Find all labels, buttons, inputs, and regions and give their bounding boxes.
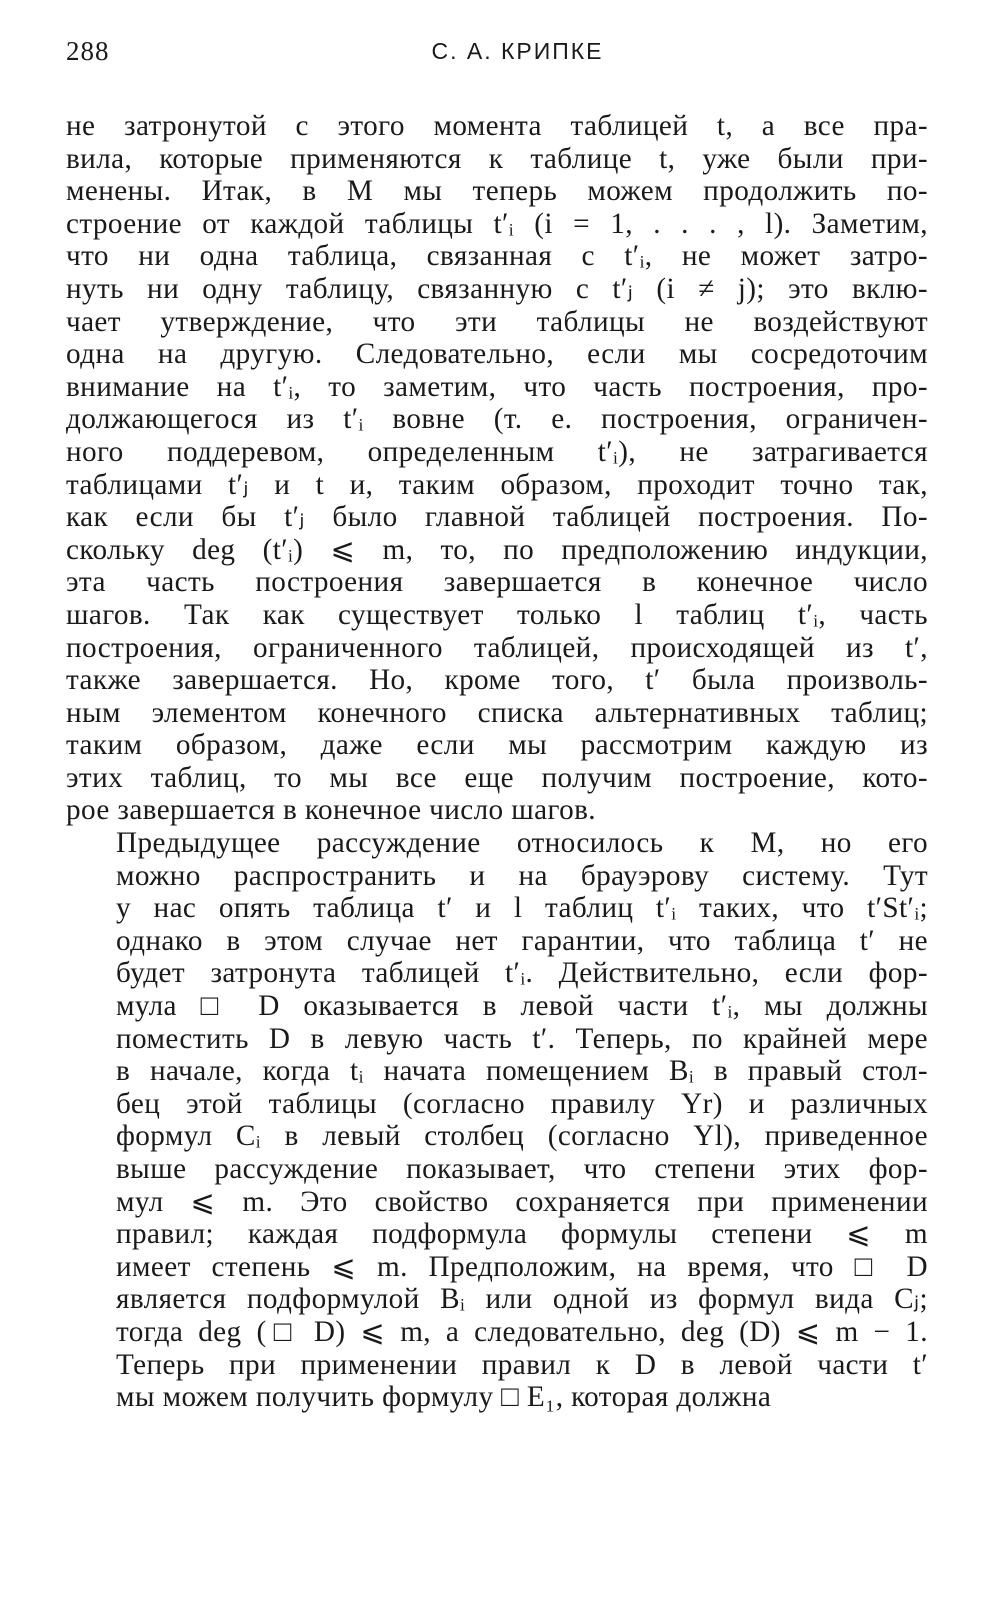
text-line: скольку deg (t′ᵢ) ⩽ m, то, по предположению индукции, [66,533,928,566]
text-line: эта часть построения завершается в конечное число [66,566,928,599]
text-line: формул Cᵢ в левый столбец (согласно Yl), приведенное [116,1120,928,1153]
page-number: 288 [66,36,110,66]
running-head: С. А. КРИПКЕ [431,38,604,64]
text-line: правил; каждая подформула формулы степени ⩽ m [116,1218,928,1251]
text-line: что ни одна таблица, связанная с t′ᵢ, не может затро- [66,240,928,273]
text-line: таблицами t′ⱼ и t и, таким образом, проходит точно так, [66,468,928,501]
text-line: Предыдущее рассуждение относилось к M, но его [116,827,928,860]
text-line: мула □ D оказывается в левой части t′ᵢ, мы должны [116,990,928,1023]
text-line: вила, которые применяются к таблице t, уже были при- [66,142,928,175]
text-line: является подформулой Bᵢ или одной из формул вида Cⱼ; [116,1283,928,1316]
body-text [66,110,928,1414]
text-line: имеет степень ⩽ m. Предположим, на время, что □ D [116,1250,928,1283]
text-line: менены. Итак, в M мы теперь можем продолжить по- [66,175,928,208]
text-line: однако в этом случае нет гарантии, что таблица t′ не [116,924,928,957]
text-line: чает утверждение, что эти таблицы не воздействуют [66,305,928,338]
text-line: не затронутой с этого момента таблицей t, а все пра- [66,110,928,142]
text-line: тогда deg (□ D) ⩽ m, а следовательно, deg (D) ⩽ m − 1. [116,1315,928,1348]
text-line: бец этой таблицы (согласно правилу Yr) и различных [116,1087,928,1120]
text-line: Теперь при применении правил к D в левой части t′ [116,1348,928,1381]
text-line: нуть ни одну таблицу, связанную с t′ⱼ (i ≠ j); это вклю- [66,272,928,305]
text-line: мы можем получить формулу □ E₁, которая должна [116,1381,772,1414]
text-line: будет затронута таблицей t′ᵢ. Действительно, если фор- [116,957,928,990]
text-line: внимание на t′ᵢ, то заметим, что часть построения, про- [66,370,928,403]
text-line: ного поддеревом, определенным t′ᵢ), не затрагивается [66,435,928,468]
text-line: в начале, когда tᵢ начата помещением Bᵢ в правый стол- [116,1055,928,1088]
page-header [66,36,929,70]
text-line: таким образом, даже если мы рассмотрим каждую из [66,729,928,762]
text-line: рое завершается в конечное число шагов. [66,794,596,827]
text-line: выше рассуждение показывает, что степени этих фор- [116,1153,928,1185]
text-line: у нас опять таблица t′ и l таблиц t′ᵢ таких, что t′St′ᵢ; [116,892,928,925]
paragraph-2 [66,827,928,1414]
text-line: должающегося из t′ᵢ вовне (т. е. построения, ограничен- [66,403,928,436]
text-line: построения, ограниченного таблицей, происходящей из t′, [66,631,928,664]
text-line: этих таблиц, то мы все еще получим построение, кото- [66,761,928,794]
text-line: поместить D в левую часть t′. Теперь, по крайней мере [116,1022,928,1055]
text-line: ным элементом конечного списка альтернативных таблиц; [66,696,928,729]
text-line: шагов. Так как существует только l таблиц t′ᵢ, часть [66,598,928,631]
text-line: можно распространить и на брауэрову систему. Тут [116,859,928,892]
text-line: строение от каждой таблицы t′ᵢ (i = 1, . . . , l). Заметим, [66,207,928,240]
text-line: одна на другую. Следовательно, если мы сосредоточим [66,338,928,371]
text-line: мул ⩽ m. Это свойство сохраняется при применении [116,1185,928,1218]
paragraph-1 [66,110,928,827]
text-line: как если бы t′ⱼ было главной таблицей построения. По- [66,501,928,534]
text-line: также завершается. Но, кроме того, t′ была произволь- [66,664,928,697]
